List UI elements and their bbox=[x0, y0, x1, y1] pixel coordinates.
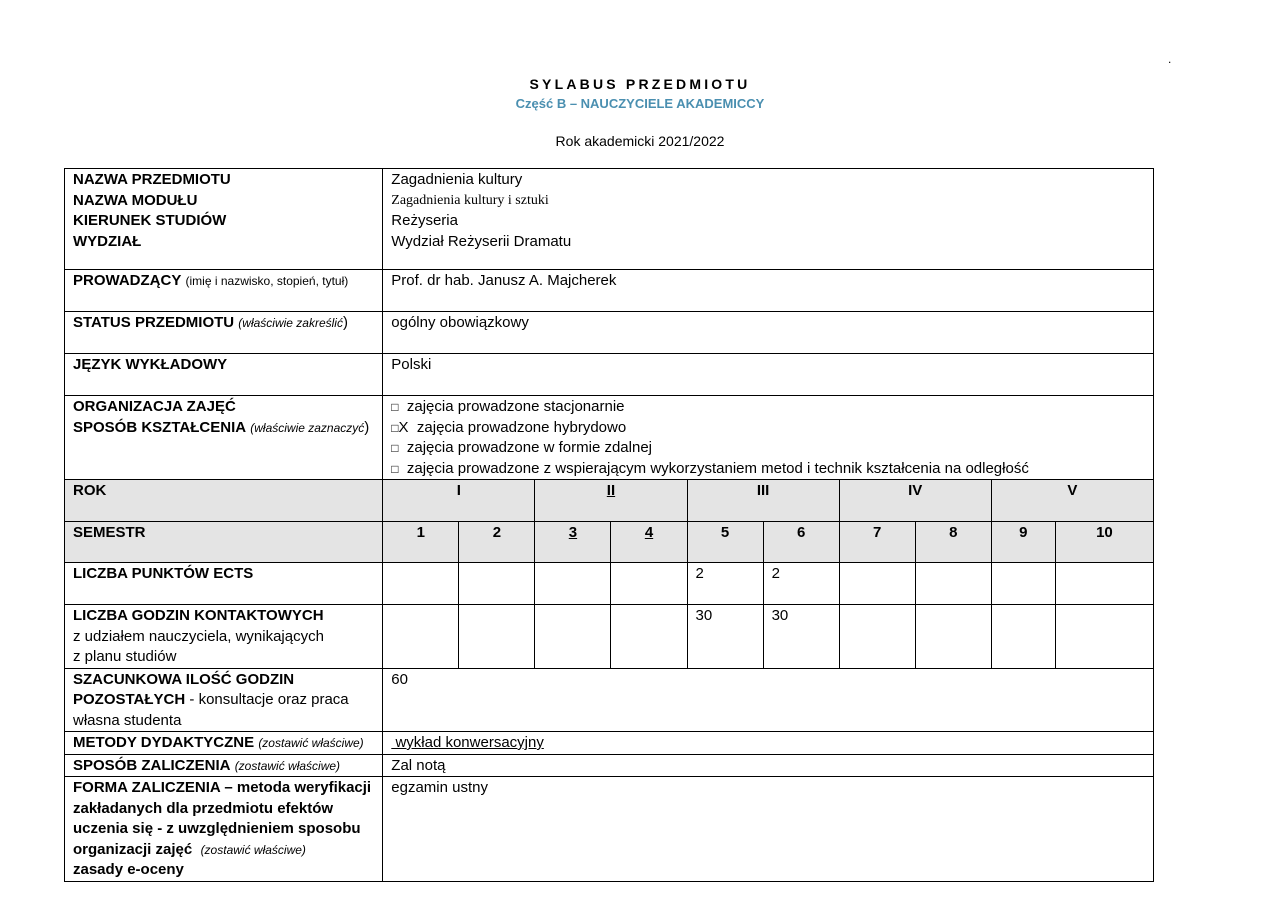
organization-label: ORGANIZACJA ZAJĘĆ bbox=[73, 398, 236, 415]
syllabus-table bbox=[64, 168, 1154, 882]
organization-hint: (właściwie zaznaczyć bbox=[250, 420, 365, 435]
lecturer-value: Prof. dr hab. Janusz A. Majcherek bbox=[383, 270, 1154, 312]
ects-label: LICZBA PUNKTÓW ECTS bbox=[65, 563, 383, 605]
other-hours-label: SZACUNKOWA ILOŚĆ GODZIN bbox=[73, 670, 295, 688]
contact-hours-sub2: z planu studiów bbox=[73, 648, 177, 665]
option-mark: X bbox=[398, 418, 409, 436]
methods-label: METODY DYDAKTYCZNE bbox=[73, 734, 255, 751]
hours-sem-4 bbox=[611, 605, 687, 669]
teaching-mode-label: SPOSÓB KSZTAŁCENIA bbox=[73, 418, 247, 436]
faculty: Wydział Reżyserii Dramatu bbox=[391, 232, 572, 250]
option-label: zajęcia prowadzone stacjonarnie bbox=[406, 398, 625, 415]
option-label: zajęcia prowadzone w formie zdalnej bbox=[406, 439, 653, 456]
label-course-name: NAZWA PRZEDMIOTU bbox=[73, 171, 231, 188]
status-value: ogólny obowiązkowy bbox=[383, 312, 1154, 354]
contact-hours-label: LICZBA GODZIN KONTAKTOWYCH bbox=[73, 607, 324, 624]
year-4: IV bbox=[839, 480, 991, 522]
label-faculty: WYDZIAŁ bbox=[73, 232, 142, 250]
ects-sem-3 bbox=[535, 563, 611, 605]
info-row bbox=[65, 169, 1154, 270]
form-label-1: FORMA ZALICZENIA – metoda weryfikacji bbox=[73, 779, 372, 796]
course-name: Zagadnienia kultury bbox=[391, 171, 523, 188]
status-row bbox=[65, 312, 1154, 354]
ects-sem-6: 2 bbox=[763, 563, 839, 605]
year-label: ROK bbox=[65, 480, 383, 522]
status-hint-close: ) bbox=[342, 314, 348, 331]
semester-2: 2 bbox=[459, 522, 535, 563]
hours-sem-9 bbox=[991, 605, 1055, 669]
hours-sem-7 bbox=[839, 605, 915, 669]
organization-hint-close: ) bbox=[364, 418, 370, 436]
lecturer-label-cell bbox=[65, 270, 383, 312]
contact-hours-label-cell bbox=[65, 605, 383, 669]
form-label-5: zasady e-oceny bbox=[73, 861, 184, 878]
hours-sem-2 bbox=[459, 605, 535, 669]
status-label-cell bbox=[65, 312, 383, 354]
hours-sem-6: 30 bbox=[763, 605, 839, 669]
form-label-cell bbox=[65, 777, 383, 882]
other-hours-sub: - konsultacje oraz praca bbox=[185, 691, 349, 708]
semester-7: 7 bbox=[839, 522, 915, 563]
year-2: II bbox=[535, 480, 687, 522]
document-subtitle: Część B – NAUCZYCIELE AKADEMICCY bbox=[515, 96, 765, 111]
option-label: zajęcia prowadzone z wspierającym wykorzystaniem metod i technik kształcenia na odległość bbox=[406, 459, 1029, 477]
hours-sem-3 bbox=[535, 605, 611, 669]
language-value: Polski bbox=[383, 354, 1154, 396]
semester-1: 1 bbox=[383, 522, 459, 563]
assessment-label-cell bbox=[65, 754, 383, 777]
ects-sem-4 bbox=[611, 563, 687, 605]
info-labels bbox=[65, 169, 383, 270]
assessment-hint: (zostawić właściwe) bbox=[234, 758, 341, 773]
checkbox-icon: □ bbox=[391, 400, 399, 414]
hours-sem-10 bbox=[1055, 605, 1153, 669]
form-label-2: zakładanych dla przedmiotu efektów bbox=[73, 799, 334, 817]
contact-hours-sub1: z udziałem nauczyciela, wynikających bbox=[73, 627, 324, 645]
semester-8: 8 bbox=[915, 522, 991, 563]
option-stationary bbox=[391, 397, 1145, 418]
organization-options bbox=[383, 396, 1154, 480]
checkbox-icon: □ bbox=[391, 441, 399, 455]
ects-sem-9 bbox=[991, 563, 1055, 605]
year-5: V bbox=[991, 480, 1153, 522]
semester-3: 3 bbox=[535, 522, 611, 563]
organization-label-cell bbox=[65, 396, 383, 480]
hours-sem-5: 30 bbox=[687, 605, 763, 669]
form-label-3: uczenia się - z uwzględnieniem sposobu bbox=[73, 820, 361, 837]
hours-sem-8 bbox=[915, 605, 991, 669]
assessment-value: Zal notą bbox=[383, 754, 1154, 777]
year-1: I bbox=[383, 480, 535, 522]
methods-value: wykład konwersacyjny bbox=[391, 734, 544, 751]
semester-10: 10 bbox=[1055, 522, 1153, 563]
assessment-row bbox=[65, 754, 1154, 777]
ects-sem-10 bbox=[1055, 563, 1153, 605]
label-module-name: NAZWA MODUŁU bbox=[73, 191, 198, 209]
ects-sem-2 bbox=[459, 563, 535, 605]
info-values bbox=[383, 169, 1154, 270]
hours-sem-1 bbox=[383, 605, 459, 669]
checkbox-icon: □ bbox=[391, 420, 399, 435]
status-label: STATUS PRZEDMIOTU bbox=[73, 314, 235, 331]
methods-hint: (zostawić właściwe) bbox=[258, 736, 364, 750]
semester-label: SEMESTR bbox=[65, 522, 383, 563]
form-row bbox=[65, 777, 1154, 882]
ects-row bbox=[65, 563, 1154, 605]
other-hours-sub-2: własna studenta bbox=[73, 711, 182, 729]
form-value: egzamin ustny bbox=[383, 777, 1154, 882]
methods-label-cell bbox=[65, 732, 383, 755]
semester-9: 9 bbox=[991, 522, 1055, 563]
option-label: zajęcia prowadzone hybrydowo bbox=[416, 418, 627, 436]
lecturer-hint: (imię i nazwisko, stopień, tytuł) bbox=[185, 274, 349, 288]
status-hint: (właściwie zakreślić bbox=[238, 316, 343, 330]
other-hours-row bbox=[65, 668, 1154, 732]
option-distance-support bbox=[391, 459, 1145, 480]
ects-sem-8 bbox=[915, 563, 991, 605]
semester-row bbox=[65, 522, 1154, 563]
lecturer-label: PROWADZĄCY bbox=[73, 272, 182, 289]
semester-6: 6 bbox=[763, 522, 839, 563]
ects-sem-7 bbox=[839, 563, 915, 605]
contact-hours-row bbox=[65, 605, 1154, 669]
methods-value-cell bbox=[383, 732, 1154, 755]
language-row bbox=[65, 354, 1154, 396]
form-label-4: organizacji zajęć bbox=[73, 840, 193, 858]
ects-sem-1 bbox=[383, 563, 459, 605]
language-label: JĘZYK WYKŁADOWY bbox=[65, 354, 383, 396]
academic-year: Rok akademicki 2021/2022 bbox=[555, 133, 725, 149]
option-hybrid bbox=[391, 418, 1145, 439]
option-remote bbox=[391, 438, 1145, 459]
checkbox-icon: □ bbox=[391, 461, 399, 476]
semester-5: 5 bbox=[687, 522, 763, 563]
ects-sem-5: 2 bbox=[687, 563, 763, 605]
semester-4: 4 bbox=[611, 522, 687, 563]
form-hint: (zostawić właściwe) bbox=[200, 842, 306, 857]
year-3: III bbox=[687, 480, 839, 522]
label-field: KIERUNEK STUDIÓW bbox=[73, 212, 227, 229]
year-row bbox=[65, 480, 1154, 522]
assessment-label: SPOSÓB ZALICZENIA bbox=[73, 756, 231, 774]
lecturer-row bbox=[65, 270, 1154, 312]
other-hours-value: 60 bbox=[383, 668, 1154, 732]
document-title: SYLABUS PRZEDMIOTU bbox=[529, 76, 751, 92]
other-hours-label-2: POZOSTAŁYCH bbox=[73, 691, 186, 708]
methods-row bbox=[65, 732, 1154, 755]
module-name: Zagadnienia kultury i sztuki bbox=[391, 192, 549, 208]
other-hours-label-cell bbox=[65, 668, 383, 732]
field-of-study: Reżyseria bbox=[391, 212, 458, 229]
organization-row bbox=[65, 396, 1154, 480]
corner-dot: . bbox=[1168, 52, 1172, 66]
